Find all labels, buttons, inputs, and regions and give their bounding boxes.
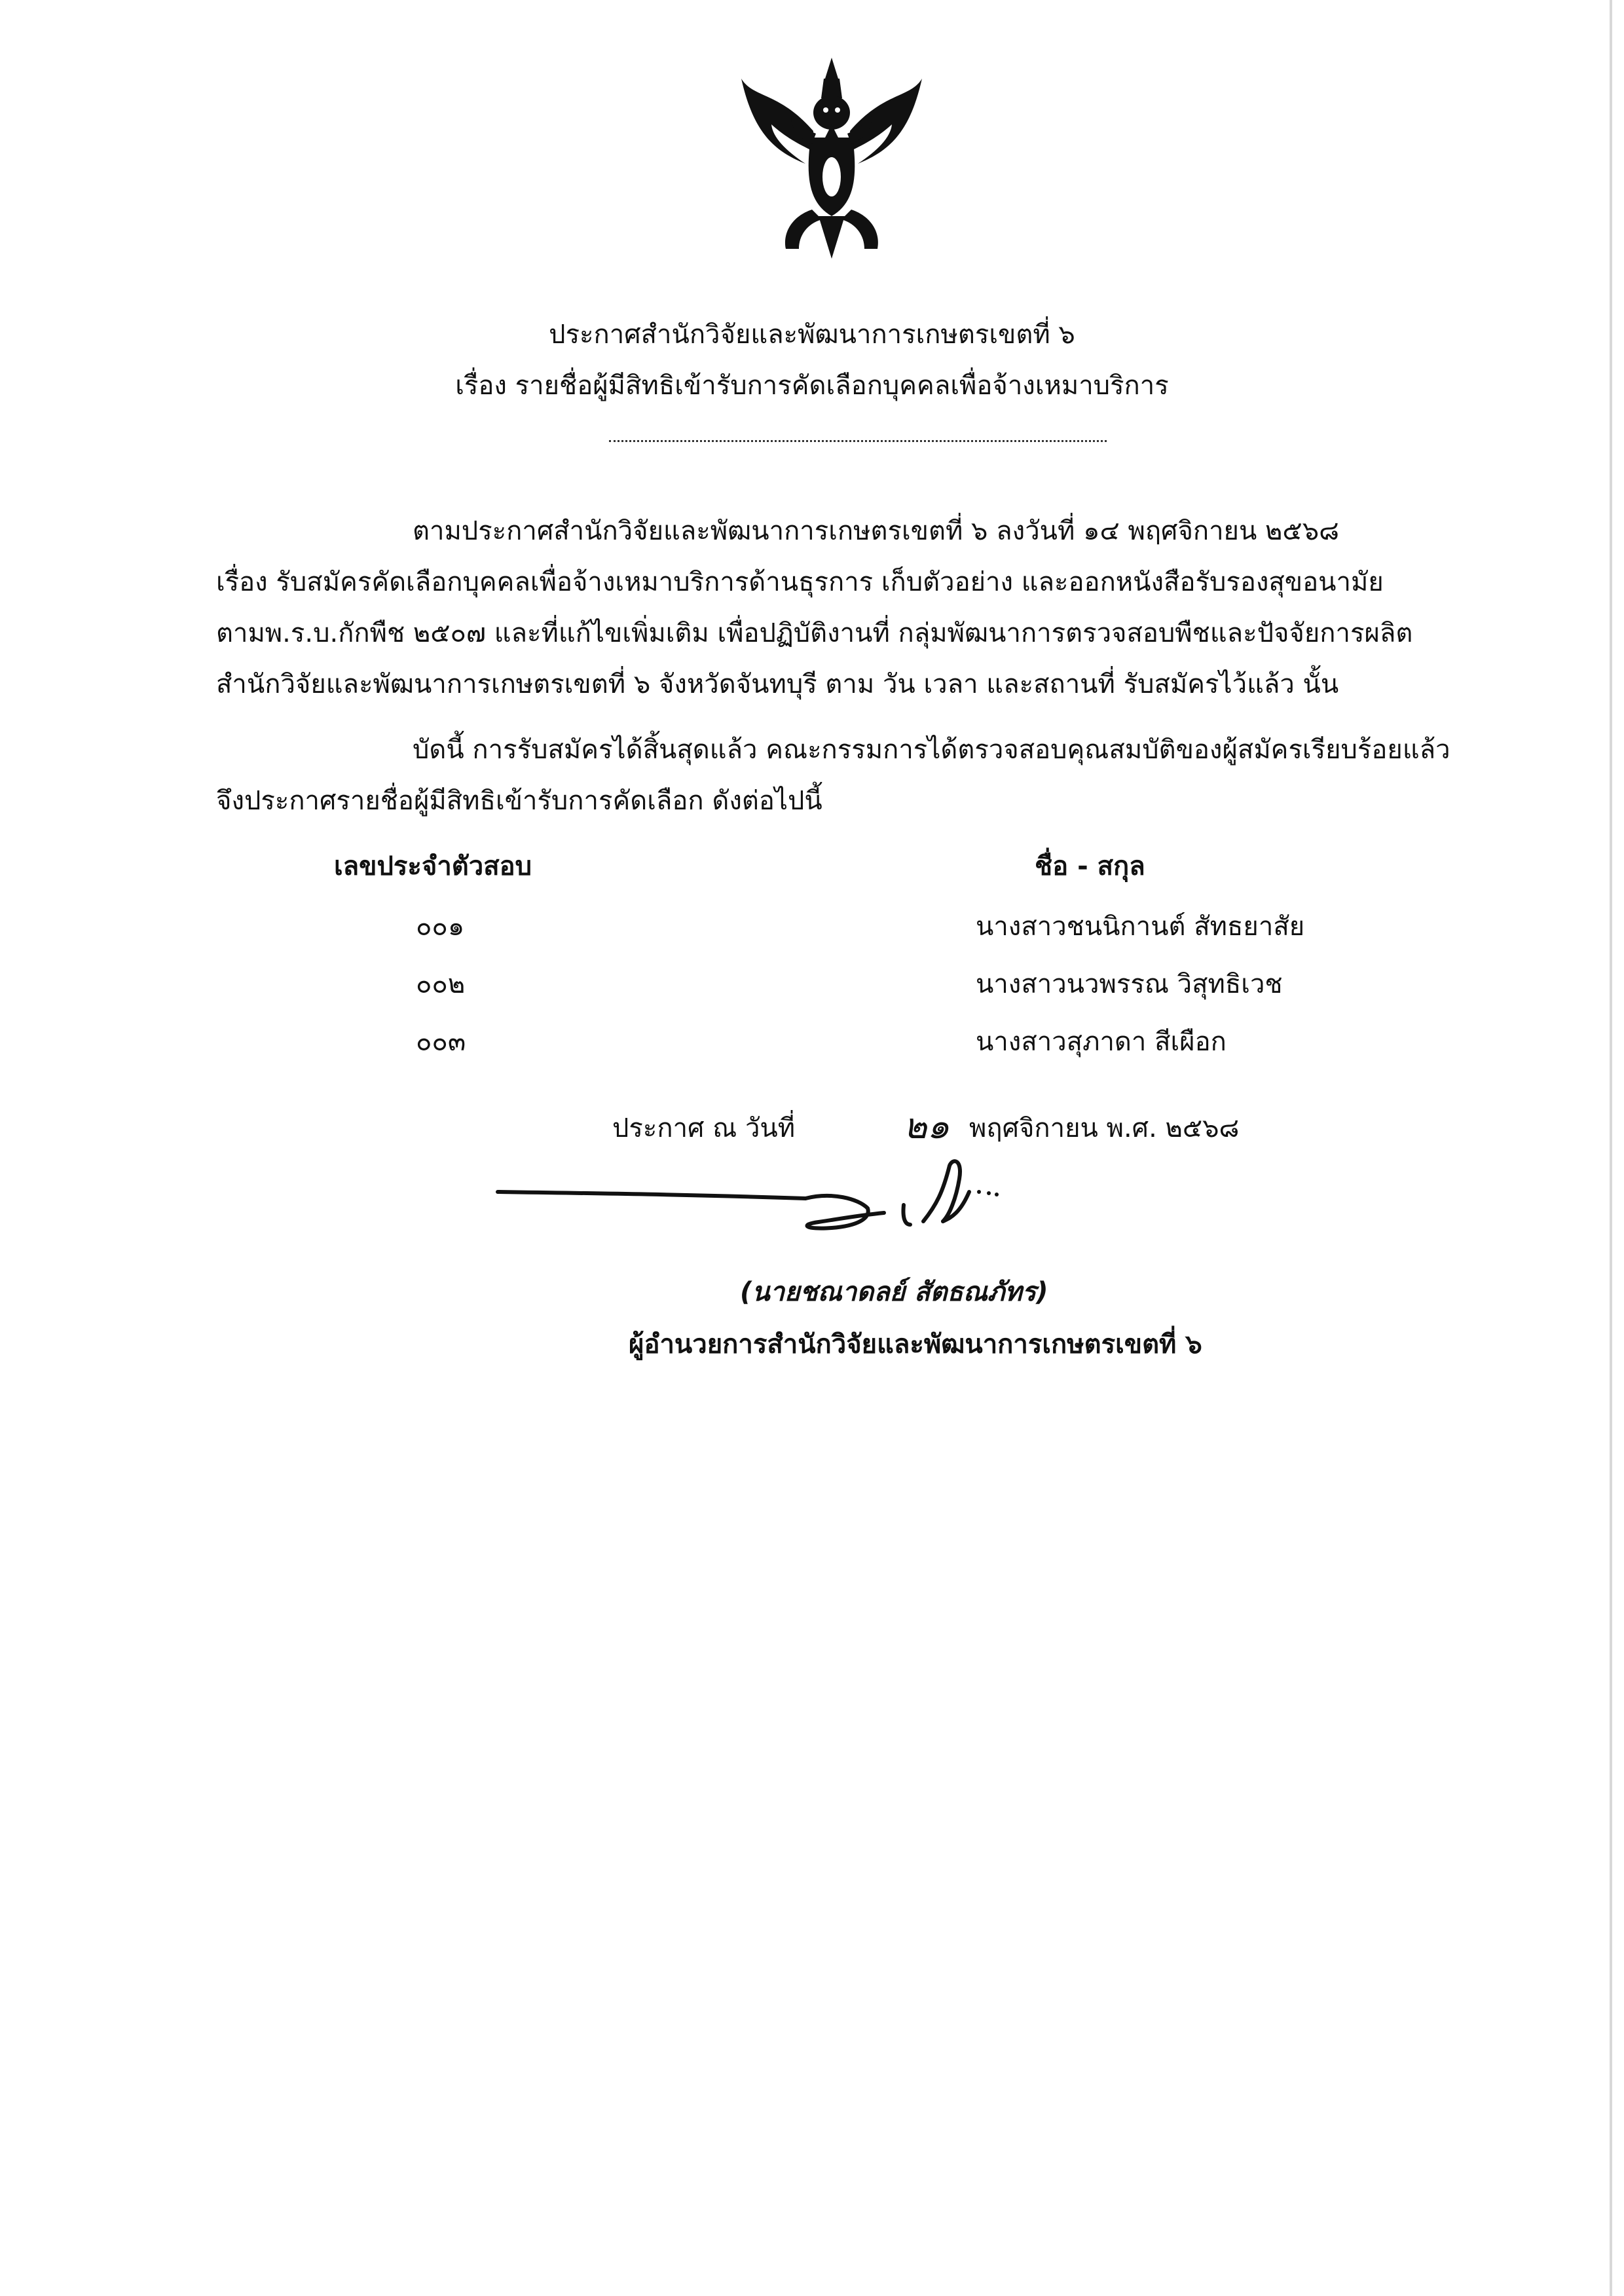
scan-edge <box>1610 0 1612 2296</box>
announcement-title: ประกาศสำนักวิจัยและพัฒนาการเกษตรเขตที่ ๖ <box>549 320 1075 350</box>
signature-mark <box>491 1153 1041 1238</box>
paragraph-1-line-4: สำนักวิจัยและพัฒนาการเกษตรเขตที่ ๖ จังหวัดจันทบุรี ตาม วัน เวลา และสถานที่ รับสมัครไว้แล้ว นั้น <box>216 669 1339 699</box>
paragraph-1-line-2: เรื่อง รับสมัครคัดเลือกบุคคลเพื่อจ้างเหมาบริการด้านธุรการ เก็บตัวอย่าง และออกหนังสือรับรองสุขอนามัย <box>216 567 1384 597</box>
announcement-date-prefix: ประกาศ ณ วันที่ <box>612 1113 796 1143</box>
paragraph-2-line-1: บัดนี้ การรับสมัครได้สิ้นสุดแล้ว คณะกรรมการได้ตรวจสอบคุณสมบัติของผู้สมัครเรียบร้อยแล้ว <box>413 735 1450 765</box>
signer-name: (นายชณาดลย์ สัตธณภัทร) <box>740 1277 1048 1307</box>
header-full-name: ชื่อ - สกุล <box>1035 851 1145 881</box>
candidate-id: ๐๐๒ <box>416 969 466 999</box>
signer-position: ผู้อำนวยการสำนักวิจัยและพัฒนาการเกษตรเขตที่ ๖ <box>629 1329 1202 1360</box>
candidate-name: นางสาวสุภาดา สีเผือก <box>976 1027 1227 1057</box>
candidate-name: นางสาวนวพรรณ วิสุทธิเวช <box>976 969 1283 999</box>
garuda-emblem-icon <box>733 52 930 262</box>
candidate-name: นางสาวชนนิกานต์ สัทธยาสัย <box>976 912 1305 942</box>
paragraph-1-line-3: ตามพ.ร.บ.กักพืช ๒๕๐๗ และที่แก้ไขเพิ่มเติม เพื่อปฏิบัติงานที่ กลุ่มพัฒนาการตรวจสอบพืชและปัจจัยการผลิต <box>216 618 1413 648</box>
candidate-id: ๐๐๓ <box>416 1027 466 1057</box>
announcement-subject: เรื่อง รายชื่อผู้มีสิทธิเข้ารับการคัดเลือกบุคคลเพื่อจ้างเหมาบริการ <box>455 371 1169 401</box>
candidate-id: ๐๐๑ <box>416 912 465 942</box>
paragraph-1-line-1: ตามประกาศสำนักวิจัยและพัฒนาการเกษตรเขตที่ ๖ ลงวันที่ ๑๔ พฤศจิกายน ๒๕๖๘ <box>413 516 1339 546</box>
announcement-day-handwritten: ๒๑ <box>904 1105 950 1147</box>
announcement-month-year: พฤศจิกายน พ.ศ. ๒๕๖๘ <box>969 1113 1240 1143</box>
header-exam-id: เลขประจำตัวสอบ <box>334 851 532 881</box>
title-divider <box>609 440 1107 442</box>
paragraph-2-line-2: จึงประกาศรายชื่อผู้มีสิทธิเข้ารับการคัดเลือก ดังต่อไปนี้ <box>216 786 822 816</box>
